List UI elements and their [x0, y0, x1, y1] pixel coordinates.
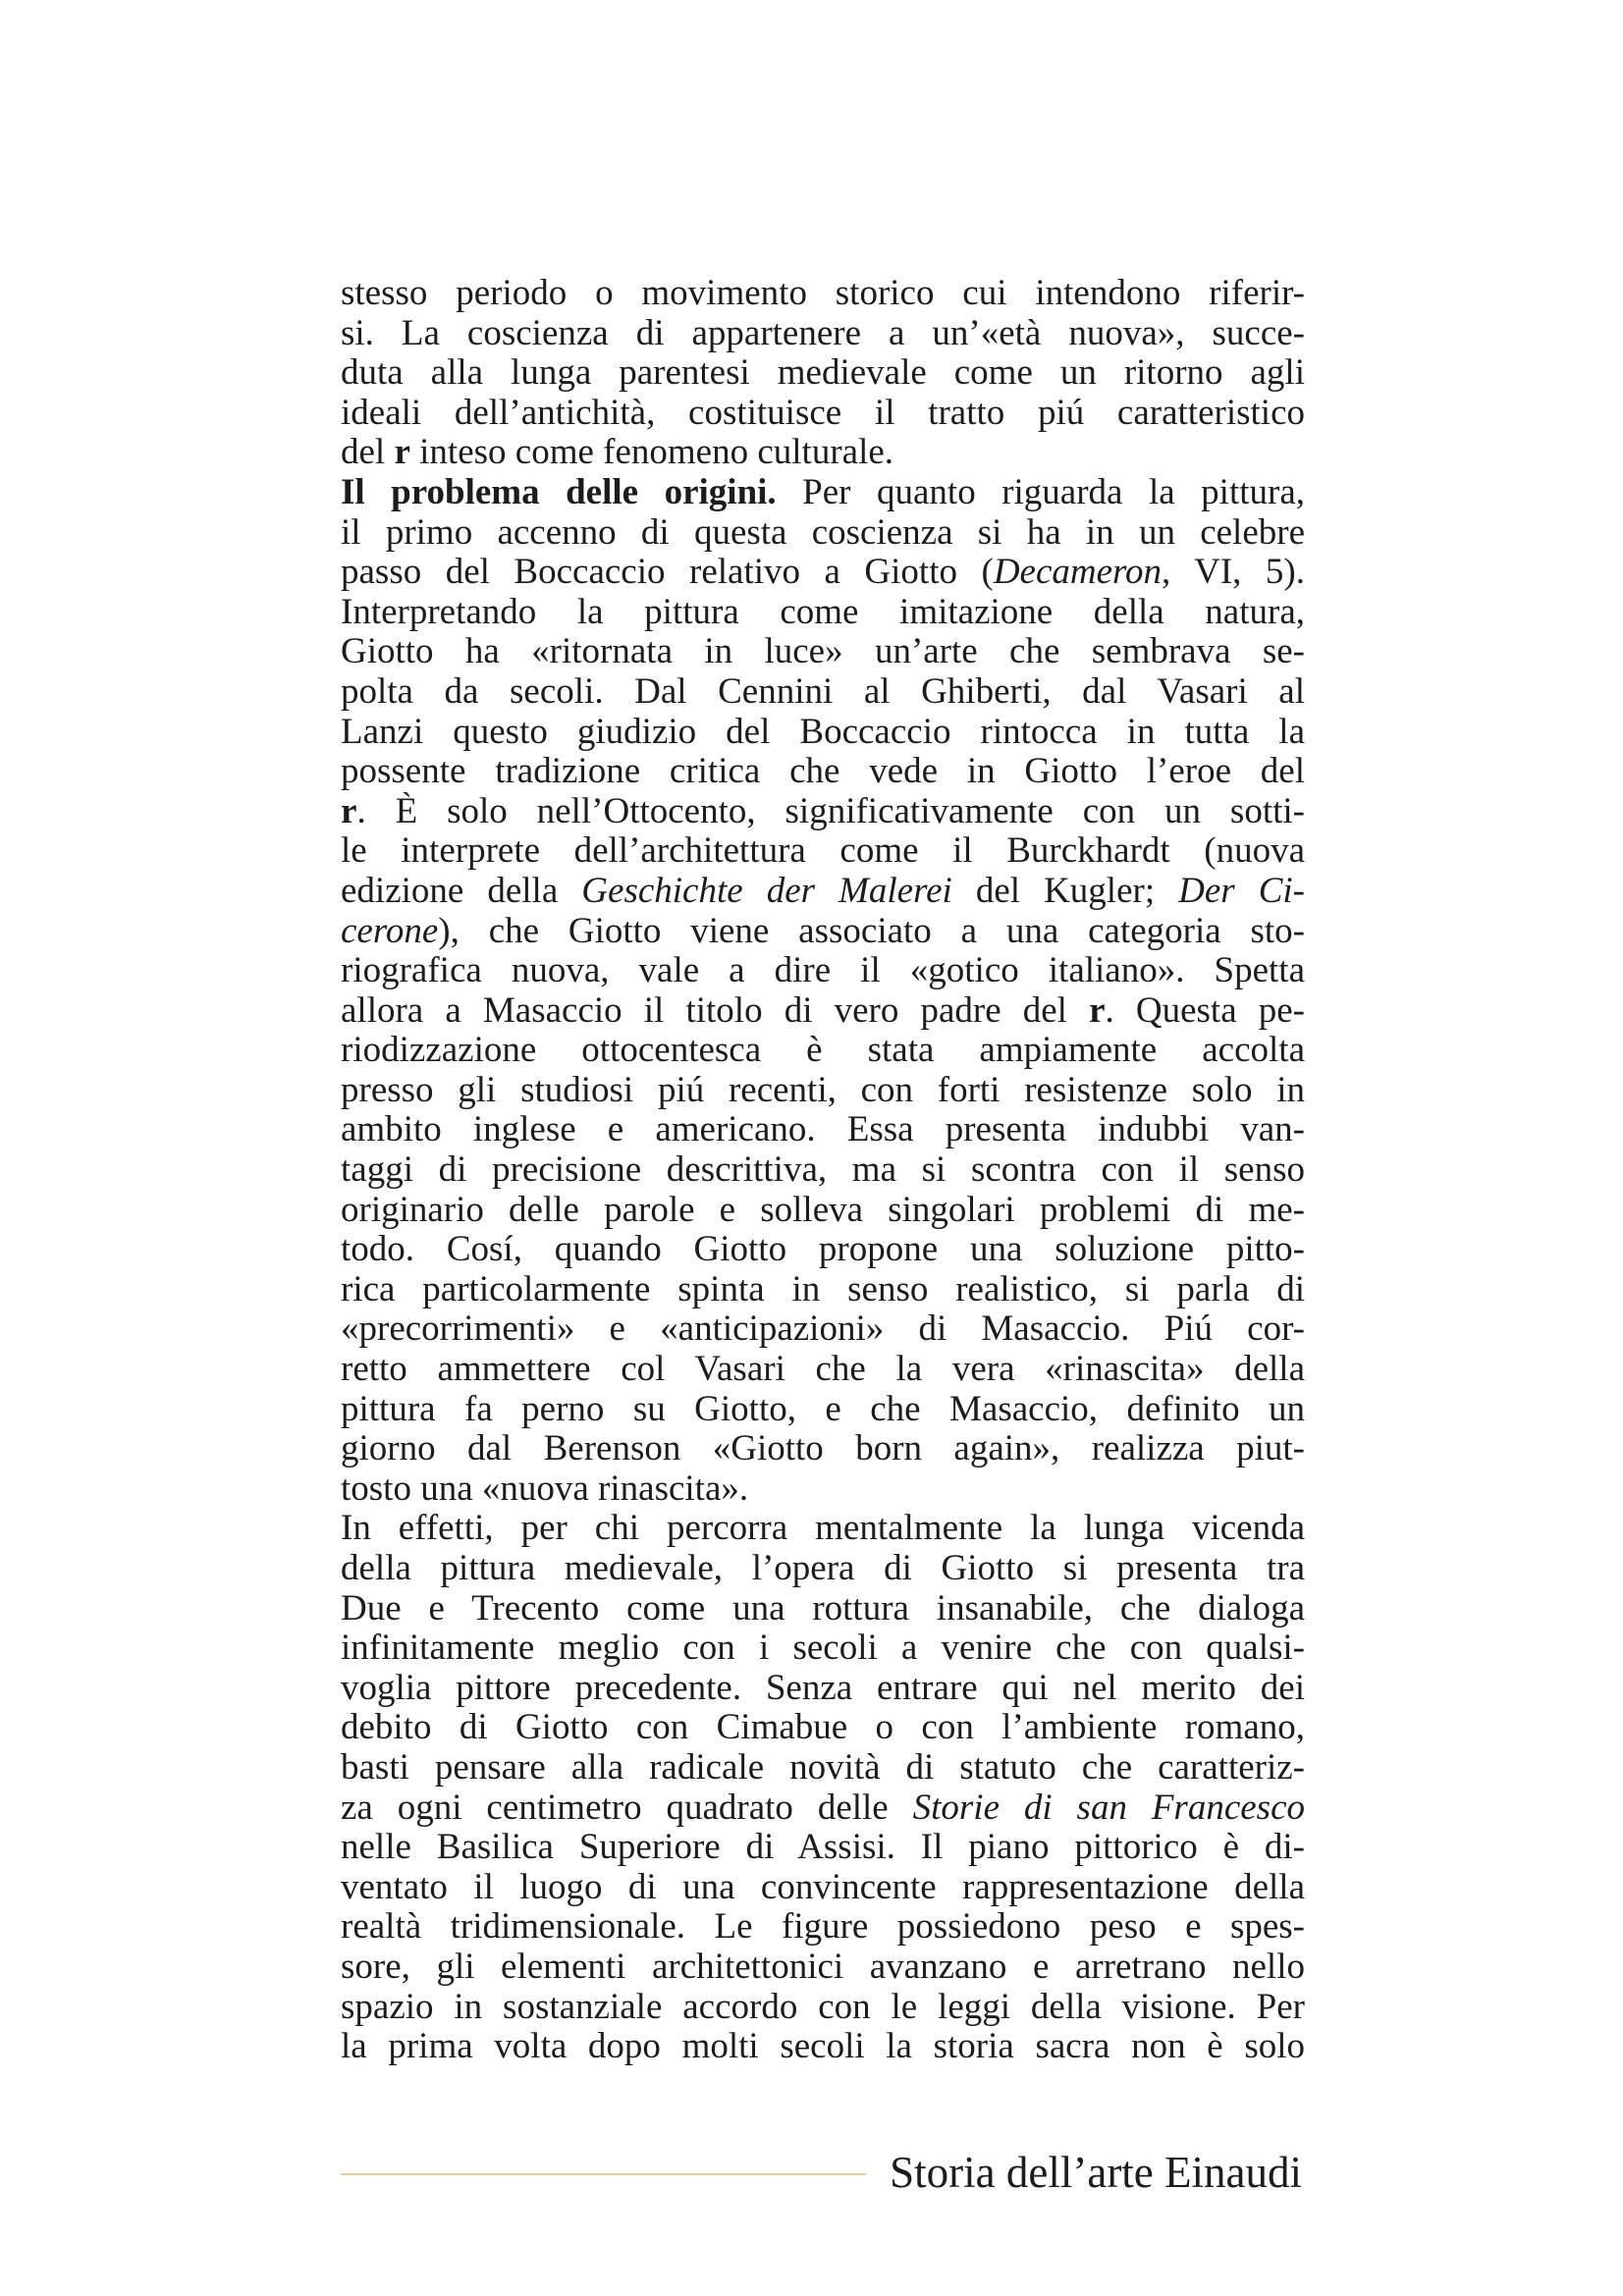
text-line: della pittura medievale, l’opera di Giotto si presenta tra — [341, 1549, 1305, 1588]
text-line — [341, 991, 1305, 1032]
text-line: stesso periodo o movimento storico cui intendono riferir- — [341, 274, 1305, 313]
text-line: retto ammettere col Vasari che la vera «rinascita» della — [341, 1350, 1305, 1390]
text-line: «precorrimenti» e «anticipazioni» di Masaccio. Piú cor- — [341, 1309, 1305, 1350]
text-line: In effetti, per chi percorra mentalmente la lunga vicenda — [341, 1509, 1305, 1549]
text-line: voglia pittore precedente. Senza entrare qui nel merito dei — [341, 1668, 1305, 1708]
text-line: todo. Cosí, quando Giotto propone una soluzione pitto- — [341, 1230, 1305, 1270]
text-run: del Kugler; — [951, 871, 1179, 911]
text-line: rica particolarmente spinta in senso realistico, si parla di — [341, 1269, 1305, 1309]
text-line: si. La coscienza di appartenere a un’«età nuova», succe- — [341, 313, 1305, 353]
text-line: taggi di precisione descrittiva, ma si scontra con il senso — [341, 1150, 1305, 1191]
text-line — [341, 792, 1305, 832]
text-line: possente tradizione critica che vede in Giotto l’eroe del — [341, 752, 1305, 792]
text-line: realtà tridimensionale. Le figure possiedono peso e spes- — [341, 1907, 1305, 1948]
text-line — [341, 473, 1305, 513]
text-line: presso gli studiosi piú recenti, con forti resistenze solo in — [341, 1070, 1305, 1110]
body-text — [341, 274, 1305, 2067]
text-line: Giotto ha «ritornata in luce» un’arte che sembrava se- — [341, 632, 1305, 672]
text-line: riodizzazione ottocentesca è stata ampiamente accolta — [341, 1031, 1305, 1071]
text-line — [341, 1789, 1305, 1829]
text-line: Due e Trecento come una rottura insanabile, che dialoga — [341, 1588, 1305, 1629]
text-line: duta alla lunga parentesi medievale come un ritorno agli — [341, 353, 1305, 394]
text-line: sore, gli elementi architettonici avanzano e arretrano nello — [341, 1947, 1305, 1987]
section-heading: Il problema delle origini. — [341, 472, 777, 512]
text-line: debito di Giotto con Cimabue o con l’ambiente romano, — [341, 1708, 1305, 1748]
entry-abbreviation: r — [1089, 990, 1106, 1031]
text-line — [341, 912, 1305, 952]
text-line — [341, 872, 1305, 912]
italic-title: cerone — [341, 911, 439, 951]
text-line: basti pensare alla radicale novità di statuto che caratteriz- — [341, 1747, 1305, 1788]
text-line: la prima volta dopo molti secoli la storia sacra non è solo — [341, 2027, 1305, 2067]
text-line: ventato il luogo di una convincente rappresentazione della — [341, 1867, 1305, 1907]
entry-abbreviation: r — [341, 791, 357, 831]
text-run: edizione della — [341, 871, 582, 911]
text-line — [341, 433, 1305, 473]
text-line: pittura fa perno su Giotto, e che Masaccio, definito un — [341, 1389, 1305, 1429]
text-line: originario delle parole e solleva singolari problemi di me- — [341, 1190, 1305, 1230]
text-line: spazio in sostanziale accordo con le leggi della visione. Per — [341, 1987, 1305, 2027]
text-line — [341, 553, 1305, 593]
italic-title: Der Ci- — [1178, 871, 1305, 911]
text-run: za ogni centimetro quadrato delle — [341, 1788, 913, 1828]
text-run: del — [341, 433, 395, 473]
text-line: ambito inglese e americano. Essa presenta indubbi van- — [341, 1110, 1305, 1150]
footer-divider — [341, 2173, 866, 2175]
text-line: le interprete dell’architettura come il Burckhardt (nuova — [341, 831, 1305, 872]
text-run: . Questa pe- — [1105, 990, 1305, 1031]
entry-abbreviation: r — [394, 433, 410, 473]
text-run: . È solo nell’Ottocento, significativamente con un sotti- — [356, 791, 1305, 831]
text-run: allora a Masaccio il titolo di vero padre del — [341, 990, 1090, 1031]
text-line: tosto una «nuova rinascita». — [341, 1468, 749, 1509]
text-line: giorno dal Berenson «Giotto born again», realizza piut- — [341, 1429, 1305, 1469]
italic-title: Decameron — [993, 553, 1163, 593]
text-line: il primo accenno di questa coscienza si ha in un celebre — [341, 512, 1305, 553]
text-line: ideali dell’antichità, costituisce il tratto piú caratteristico — [341, 393, 1305, 433]
text-line: riografica nuova, vale a dire il «gotico italiano». Spetta — [341, 951, 1305, 991]
italic-title: Geschichte der Malerei — [581, 871, 952, 911]
italic-title: Storie di san Francesco — [912, 1788, 1305, 1828]
text-run: , VI, 5). — [1162, 553, 1305, 593]
text-line: polta da secoli. Dal Cennini al Ghiberti, dal Vasari al — [341, 671, 1305, 712]
text-line: nelle Basilica Superiore di Assisi. Il piano pittorico è di- — [341, 1828, 1305, 1868]
footer-title: Storia dell’arte Einaudi — [890, 2148, 1302, 2197]
text-run: Per quanto riguarda la pittura, — [776, 472, 1305, 512]
text-run: ), che Giotto viene associato a una categoria sto- — [438, 911, 1305, 951]
text-line: Lanzi questo giudizio del Boccaccio rintocca in tutta la — [341, 712, 1305, 752]
text-run: passo del Boccaccio relativo a Giotto ( — [341, 553, 994, 593]
text-line: Interpretando la pittura come imitazione della natura, — [341, 592, 1305, 632]
text-run: inteso come fenomeno culturale. — [409, 433, 894, 473]
text-line: infinitamente meglio con i secoli a venire che con qualsi- — [341, 1629, 1305, 1669]
